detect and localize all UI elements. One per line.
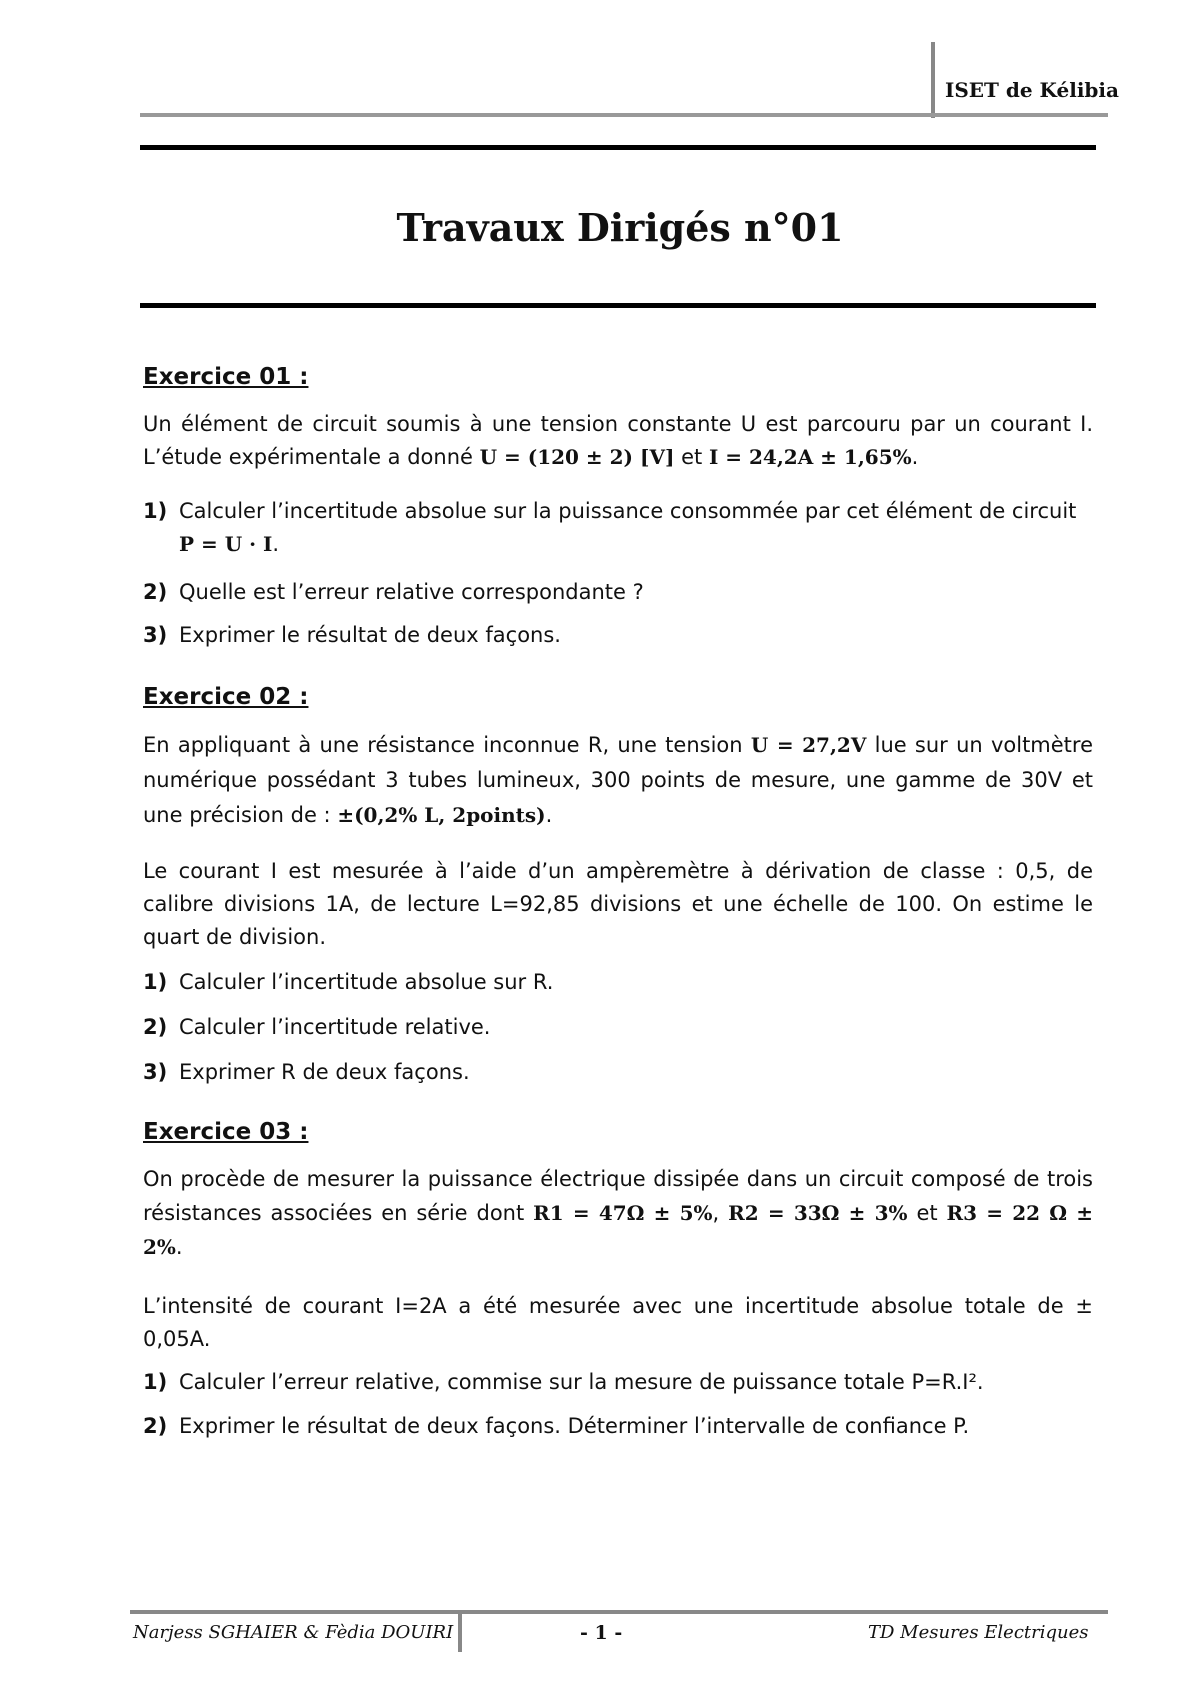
question-number: 2) xyxy=(143,1414,168,1438)
exercise-2-question-3 xyxy=(143,1056,1093,1089)
footer-authors: Narjess SGHAIER & Fèdia DOUIRI xyxy=(133,1622,454,1643)
exercise-3-text-d: . xyxy=(175,1235,183,1259)
footer-rule xyxy=(130,1610,1108,1614)
equation-r1: R1 = 47Ω ± 5% xyxy=(533,1201,713,1225)
header-vertical-rule xyxy=(931,42,935,118)
question-number: 2) xyxy=(143,580,168,604)
question-text: Calculer l’incertitude absolue sur la puissance consommée par cet élément de circuit xyxy=(179,499,1077,523)
exercise-2-paragraph-2: Le courant I est mesurée à l’aide d’un ampèremètre à dérivation de classe : 0,5, de calibre divisions 1A, de lecture L=92,85 divisions et une échelle de 100. On estime le quart de division. xyxy=(143,859,1093,949)
question-text: Exprimer R de deux façons. xyxy=(179,1060,470,1084)
exercise-1-question-1 xyxy=(143,495,1093,561)
question-text: Exprimer le résultat de deux façons. xyxy=(179,623,561,647)
header-horizontal-rule xyxy=(140,113,1108,117)
equation-u: U = (120 ± 2) [V] xyxy=(479,445,675,469)
question-number: 1) xyxy=(143,499,168,523)
question-text: Calculer l’erreur relative, commise sur la mesure de puissance totale P=R.I². xyxy=(179,1370,984,1394)
title-bottom-rule xyxy=(140,303,1096,308)
title-top-rule xyxy=(140,145,1096,150)
exercise-3-title: Exercice 03 : xyxy=(143,1119,309,1145)
equation-r2: R2 = 33Ω ± 3% xyxy=(728,1201,908,1225)
exercise-1-title: Exercice 01 : xyxy=(143,364,309,390)
question-end: . xyxy=(272,532,280,556)
exercise-1-text-c: . xyxy=(911,445,919,469)
exercise-3-statement xyxy=(143,1162,1093,1264)
exercise-2-question-1 xyxy=(143,966,1093,999)
institution-name: ISET de Kélibia xyxy=(945,78,1119,102)
equation-r3: R3 = 22 Ω ± 2% xyxy=(143,1201,1094,1259)
footer-course: TD Mesures Electriques xyxy=(868,1622,1089,1643)
question-number: 2) xyxy=(143,1015,168,1039)
footer-vertical-rule xyxy=(458,1612,462,1652)
question-text: Calculer l’incertitude absolue sur R. xyxy=(179,970,554,994)
page-title: Travaux Dirigés n°01 xyxy=(396,205,844,250)
equation-u: U = 27,2V xyxy=(750,733,867,757)
exercise-2-text-b: lue sur un voltmètre numérique possédant 3 tubes lumineux, 300 points de mesure, une gamme de 30V et une précision de : xyxy=(143,733,1093,827)
exercise-3-text-a: On procède de mesurer la puissance électrique dissipée dans un circuit composé de trois résistances associées en série dont xyxy=(143,1167,1093,1225)
exercise-3-text-c: et xyxy=(907,1201,947,1225)
equation-precision: ±(0,2% L, 2points) xyxy=(337,803,546,827)
question-text: Quelle est l’erreur relative correspondante ? xyxy=(179,580,644,604)
exercise-2-title: Exercice 02 : xyxy=(143,684,309,710)
equation-p: P = U · I xyxy=(179,532,273,556)
exercise-1-question-3 xyxy=(143,619,1093,652)
question-text: Exprimer le résultat de deux façons. Déterminer l’intervalle de confiance P. xyxy=(179,1414,970,1438)
exercise-3-text-b: , xyxy=(712,1201,729,1225)
exercise-2-question-2 xyxy=(143,1011,1093,1044)
exercise-3-question-1 xyxy=(143,1366,1093,1399)
equation-i: I = 24,2A ± 1,65% xyxy=(708,445,912,469)
exercise-2-text-c: . xyxy=(545,803,553,827)
exercise-3-paragraph-2: L’intensité de courant I=2A a été mesurée avec une incertitude absolue totale de ± 0,05A. xyxy=(143,1294,1093,1351)
exercise-1-text-a: Un élément de circuit soumis à une tension constante U est parcouru par un courant I. L’étude expérimentale a donné xyxy=(143,412,1093,469)
page-number: - 1 - xyxy=(580,1622,623,1644)
exercise-3-question-2 xyxy=(143,1410,1093,1443)
exercise-2-statement xyxy=(143,728,1093,833)
question-number: 3) xyxy=(143,1060,168,1084)
question-number: 1) xyxy=(143,970,168,994)
question-number: 3) xyxy=(143,623,168,647)
question-text: Calculer l’incertitude relative. xyxy=(179,1015,491,1039)
exercise-1-question-2 xyxy=(143,576,1093,609)
question-number: 1) xyxy=(143,1370,168,1394)
exercise-1-statement xyxy=(143,408,1093,474)
exercise-2-text-a: En appliquant à une résistance inconnue R, une tension xyxy=(143,733,751,757)
exercise-1-text-b: et xyxy=(674,445,709,469)
